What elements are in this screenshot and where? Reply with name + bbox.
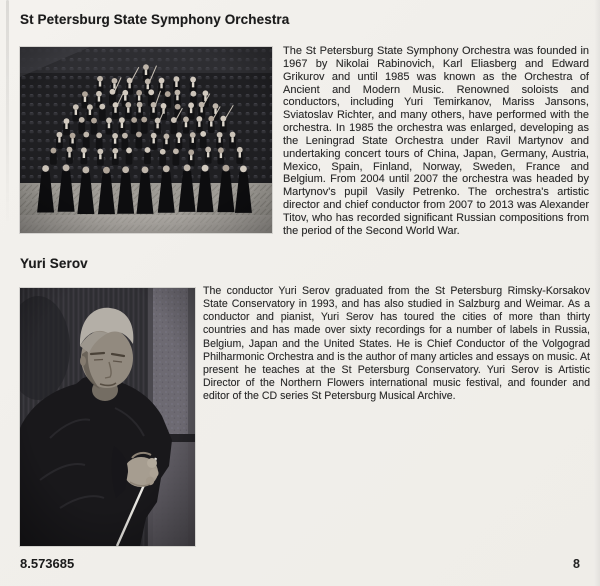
section-heading-serov: Yuri Serov <box>20 256 88 271</box>
page-edge-shade <box>594 0 600 586</box>
conductor-portrait-photo <box>20 288 195 546</box>
serov-bio-text: The conductor Yuri Serov graduated from the St Petersburg Rimsky-Korsakov State Conservatory in 1993, and has also studied in Salzburg and Weimar. As a conductor and pianist, Yuri Serov has toured the cities of more than thirty countries and has made over sixty recordings for a number of labels in Russia, Belgium, Japan and the United States. He is Chief Conductor of the Volgograd Philharmonic Orchestra and is the author of many articles and essays on music. At present he teaches at the St Petersburg Conservatory. Yuri Serov is Artistic Director of the Northern Flowers international music festival, and founder and editor of the CD series St Petersburg Musical Archive. <box>203 285 590 403</box>
section-heading-orchestra: St Petersburg State Symphony Orchestra <box>20 12 290 27</box>
catalogue-number: 8.573685 <box>20 556 75 571</box>
page-crease <box>6 0 9 235</box>
page-number: 8 <box>573 557 580 571</box>
orchestra-group-photo <box>20 47 272 233</box>
orchestra-bio-text: The St Petersburg State Symphony Orchestra was founded in 1967 by Nikolai Rabinovich, Karl Eliasberg and Edward Grikurov and until 1985 was known as the Orchestra of Ancient and Modern Music. Renowned soloists and conductors, including Yuri Temirkanov, Mariss Jansons, Sviatoslav Richter, and many others, have performed with the orchestra. In 1985 the orchestra was enlarged, developing as the Leningrad State Orchestra under Ravil Martynov and undertaking concert tours of China, Japan, Germany, Austria, Mexico, Spain, Finland, Norway, Sweden, France and Belgium. From 2004 until 2007 the orchestra was headed by Martynov's pupil Vasily Petrenko. The orchestra's artistic director and chief conductor from 2007 to 2013 was Alexander Titov, who has recorded significant Russian compositions from the period of the Second World War. <box>283 45 589 237</box>
